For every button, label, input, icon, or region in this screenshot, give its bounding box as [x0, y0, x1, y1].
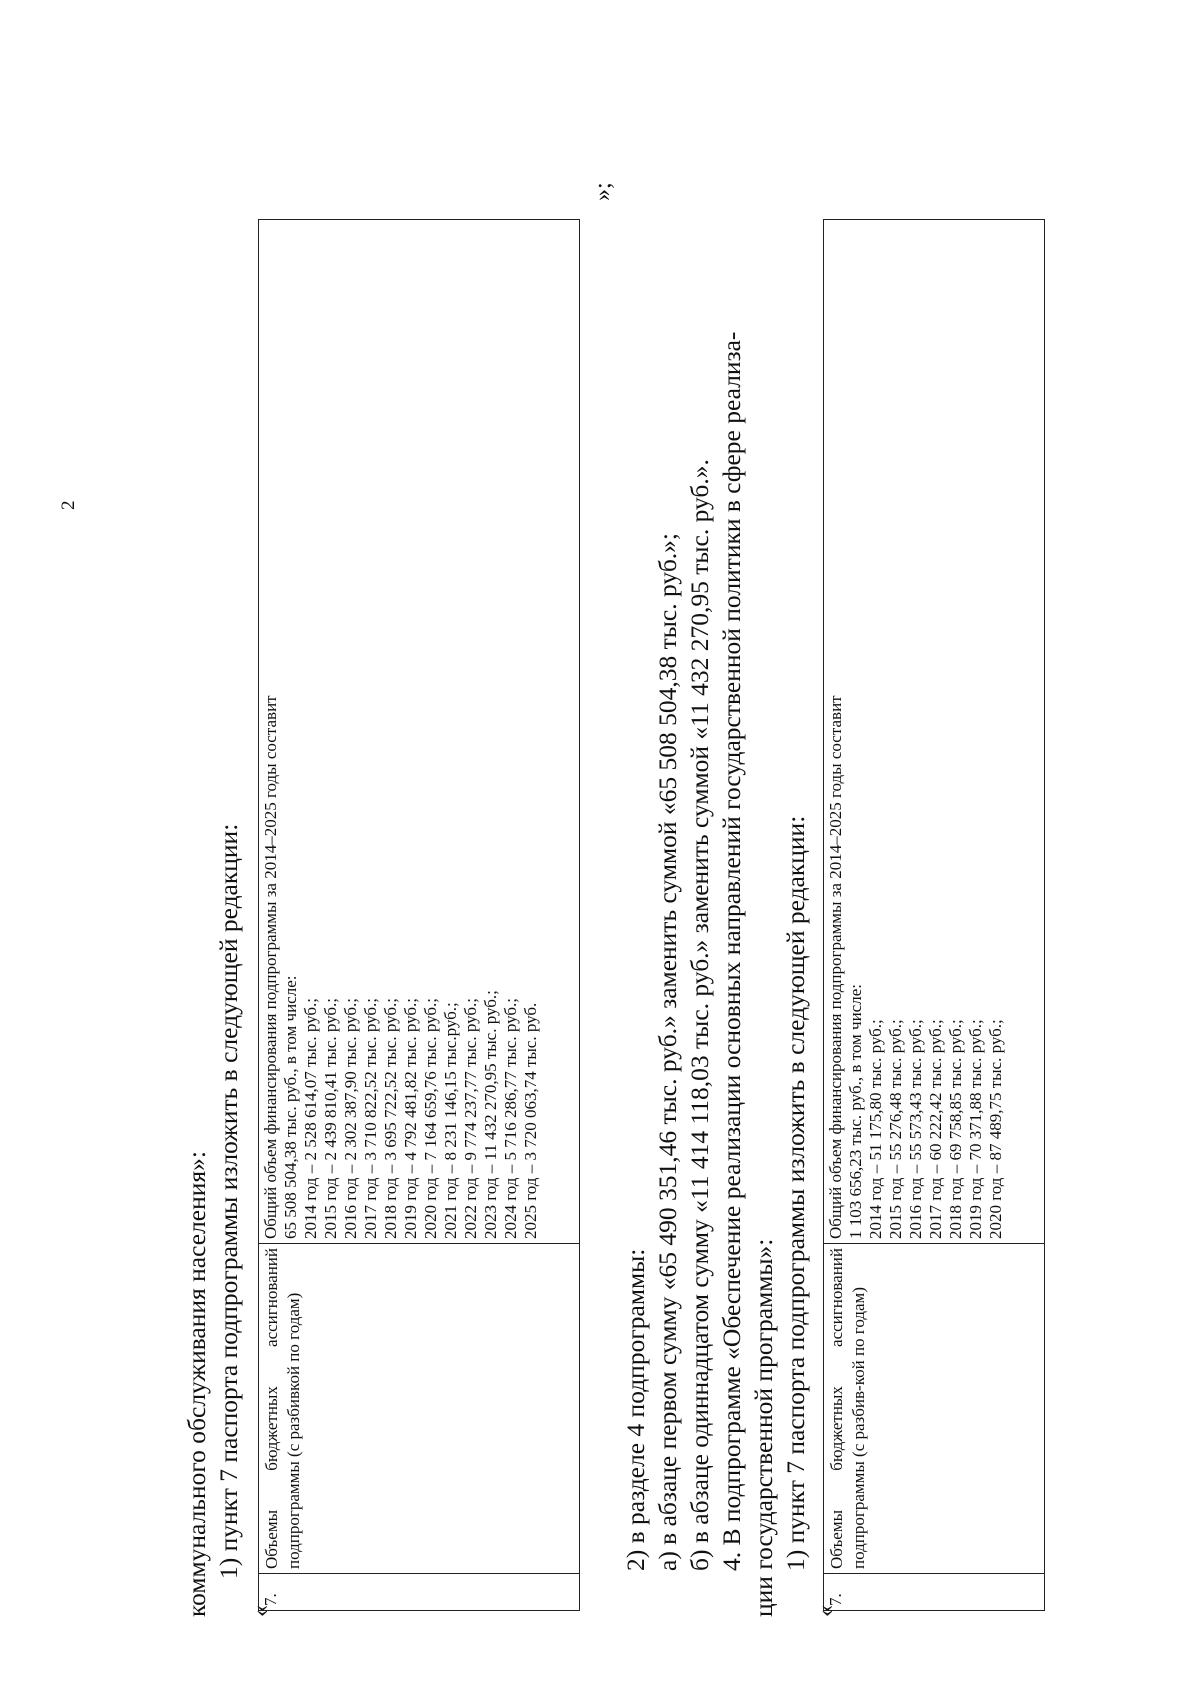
table1-line: 2017 год – 3 710 822,52 тыс. руб.; — [361, 997, 380, 1239]
table2-row-number: 7. — [824, 1574, 1045, 1611]
table1-line: 2016 год – 2 302 387,90 тыс. руб.; — [341, 997, 360, 1239]
table2-row-value — [824, 220, 1045, 1244]
table1-line: 2015 год – 2 439 810,41 тыс. руб.; — [321, 997, 340, 1239]
paragraph-top-2: 1) пункт 7 паспорта подпрограммы изложить в следующей редакции: — [214, 823, 243, 1579]
table2-open-quote: « — [813, 1605, 839, 1617]
paragraph-middle-6: 1) пункт 7 паспорта подпрограммы изложить в следующей редакции: — [781, 815, 810, 1571]
rotated-page-content — [118, 74, 1159, 1617]
table2-line: 2015 год – 55 276,48 тыс. руб.; — [886, 1019, 905, 1239]
table1-open-quote: « — [248, 1605, 274, 1617]
paragraph-middle-3: б) в абзаце одиннадцатом сумму «11 414 118,03 тыс. руб.» заменить суммой «11 432 270,95 тыс. руб.». — [685, 459, 714, 1571]
page-number: 2 — [58, 500, 79, 510]
passport-table-1 — [258, 219, 580, 1611]
table1-line: 2014 год – 2 528 614,07 тыс. руб.; — [301, 997, 320, 1239]
table1-row-label: Объемы бюджетных ассигнований подпрограммы (с разбивкой по годам) — [259, 1244, 580, 1574]
table2-line: 1 103 656,23 тыс. руб., в том числе: — [846, 984, 865, 1239]
table1-line: 2018 год – 3 695 722,52 тыс. руб.; — [381, 997, 400, 1239]
table2-line: 2018 год – 69 758,85 тыс. руб.; — [946, 1019, 965, 1239]
table2-line: 2019 год – 70 371,88 тыс. руб.; — [966, 1019, 985, 1239]
paragraph-top-1: коммунального обслуживания населения»: — [182, 1151, 211, 1617]
passport-table-2 — [823, 219, 1045, 1611]
paragraph-middle-5: ции государственной программы»: — [749, 1238, 778, 1617]
table1-line: Общий объем финансирования подпрограммы за 2014–2025 годы составит — [261, 695, 280, 1239]
paragraph-middle-1: 2) в разделе 4 подпрограммы: — [621, 1248, 650, 1571]
table2-line: 2017 год – 60 222,42 тыс. руб.; — [926, 1019, 945, 1239]
paragraph-middle-4: 4. В подпрограмме «Обеспечение реализации основных направлений государственной политики в сфере реализа- — [717, 331, 746, 1571]
table2-row-label: Объемы бюджетных ассигнований подпрограммы (с разбив-кой по годам) — [824, 1244, 1045, 1574]
table2-line: Общий объем финансирования подпрограммы за 2014–2025 годы составит — [826, 695, 845, 1239]
table1-line: 65 508 504,38 тыс. руб., в том числе: — [281, 975, 300, 1239]
table1-line: 2019 год – 4 792 481,82 тыс. руб.; — [401, 997, 420, 1239]
table1-line: 2024 год – 5 716 286,77 тыс. руб.; — [501, 997, 520, 1239]
table1-row-number: 7. — [259, 1574, 580, 1611]
table2-line: 2016 год – 55 573,43 тыс. руб.; — [906, 1019, 925, 1239]
table1-row-value — [259, 220, 580, 1244]
table1-close-quote: »; — [590, 182, 616, 201]
table1-line: 2020 год – 7 164 659,76 тыс. руб.; — [421, 997, 440, 1239]
table1-line: 2023 год – 11 432 270,95 тыс. руб.; — [481, 990, 500, 1239]
table1-line: 2025 год – 3 720 063,74 тыс. руб. — [521, 1002, 540, 1239]
table1-line: 2022 год – 9 774 237,77 тыс. руб.; — [461, 997, 480, 1239]
paragraph-middle-2: а) в абзаце первом сумму «65 490 351,46 тыс. руб.» заменить суммой «65 508 504,38 тыс. руб.»; — [653, 532, 682, 1571]
table1-line: 2021 год – 8 231 146,15 тыс.руб.; — [441, 1002, 460, 1239]
table2-line: 2014 год – 51 175,80 тыс. руб.; — [866, 1019, 885, 1239]
table2-line: 2020 год – 87 489,75 тыс. руб.; — [986, 1019, 1005, 1239]
